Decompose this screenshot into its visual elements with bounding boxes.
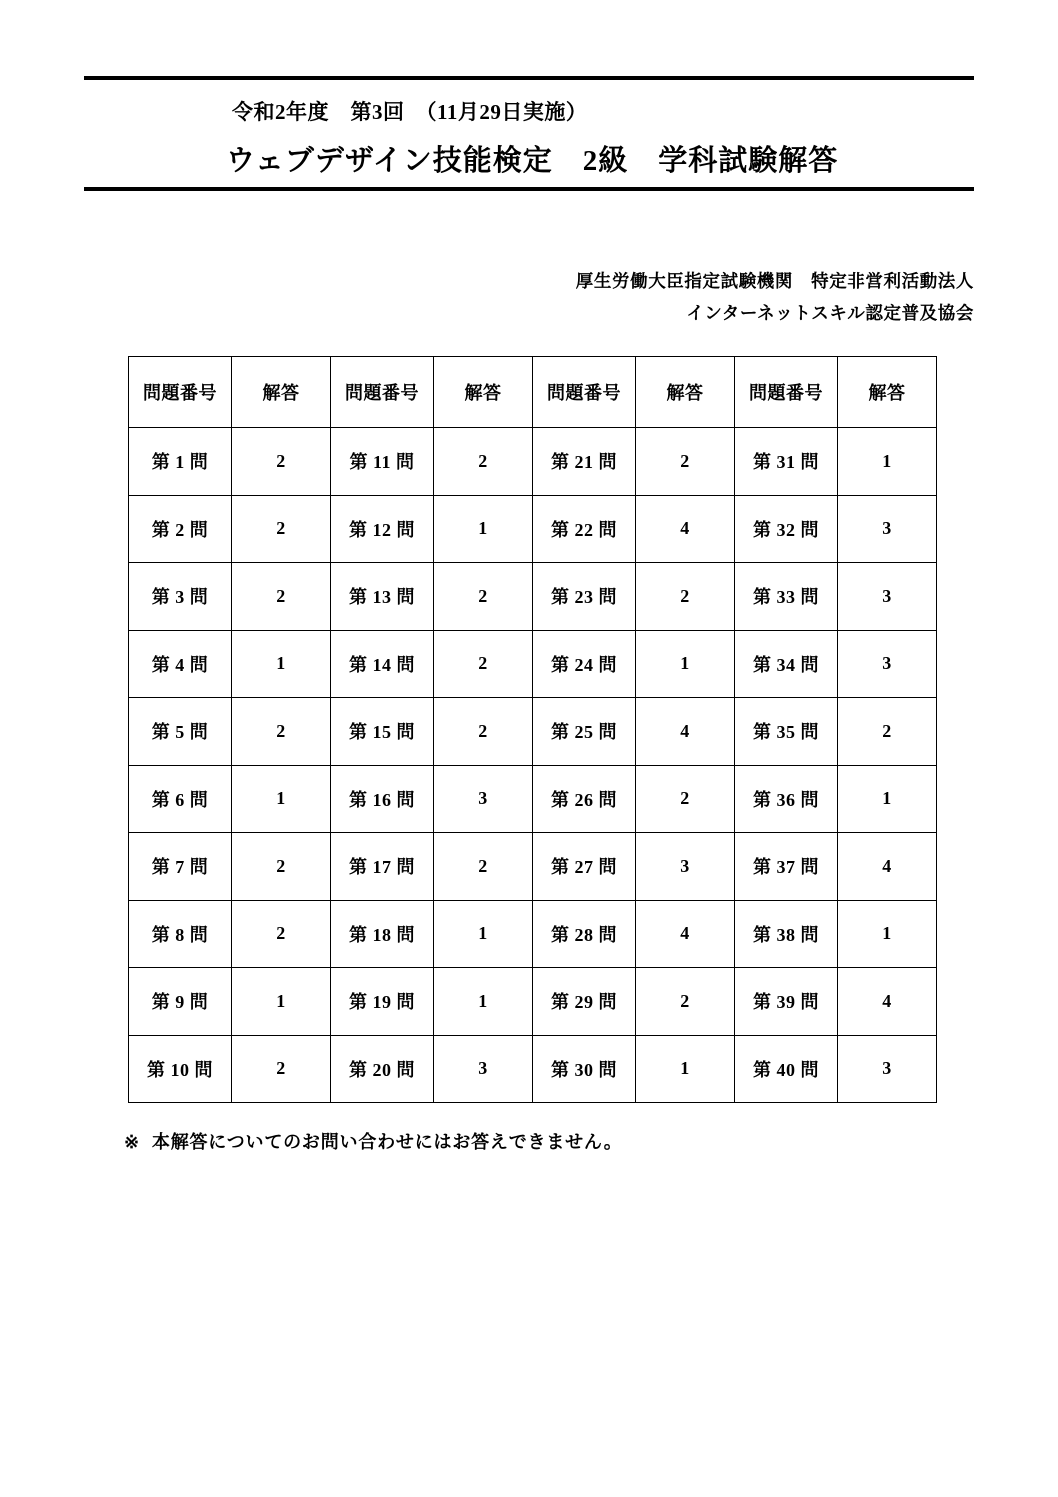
answer-value: 3 (838, 630, 937, 698)
question-label: 第 26 問 (533, 765, 636, 833)
answer-value: 4 (636, 698, 735, 766)
answer-value: 1 (838, 900, 937, 968)
header-rule-top (84, 76, 974, 80)
question-label: 第 11 問 (331, 428, 434, 496)
question-label: 第 29 問 (533, 968, 636, 1036)
answer-value: 3 (838, 495, 937, 563)
answer-value: 2 (434, 698, 533, 766)
column-header-question-4: 問題番号 (735, 357, 838, 428)
question-label: 第 14 問 (331, 630, 434, 698)
table-row (129, 428, 937, 496)
document-subtitle: 令和2年度 第3回 （11月29日実施） (232, 100, 588, 124)
answer-value: 2 (232, 1035, 331, 1103)
question-label: 第 13 問 (331, 563, 434, 631)
answer-value: 2 (232, 428, 331, 496)
question-label: 第 35 問 (735, 698, 838, 766)
answer-value: 2 (636, 765, 735, 833)
answer-value: 1 (434, 900, 533, 968)
answer-value: 4 (636, 495, 735, 563)
answer-value: 2 (232, 495, 331, 563)
answer-value: 1 (838, 428, 937, 496)
question-label: 第 8 問 (129, 900, 232, 968)
answer-value: 2 (636, 968, 735, 1036)
page-title: ウェブデザイン技能検定 2級 学科試験解答 (226, 145, 839, 177)
answer-value: 2 (838, 698, 937, 766)
answer-value: 2 (232, 563, 331, 631)
question-label: 第 30 問 (533, 1035, 636, 1103)
answer-value: 3 (434, 765, 533, 833)
question-label: 第 4 問 (129, 630, 232, 698)
answer-value: 2 (636, 428, 735, 496)
question-label: 第 16 問 (331, 765, 434, 833)
document-header (84, 76, 974, 191)
question-label: 第 10 問 (129, 1035, 232, 1103)
column-header-question-1: 問題番号 (129, 357, 232, 428)
question-label: 第 24 問 (533, 630, 636, 698)
column-header-question-2: 問題番号 (331, 357, 434, 428)
question-label: 第 9 問 (129, 968, 232, 1036)
question-label: 第 39 問 (735, 968, 838, 1036)
answer-value: 2 (232, 698, 331, 766)
answer-table (128, 356, 937, 1103)
answer-value: 2 (232, 833, 331, 901)
note-text: 本解答についてのお問い合わせにはお答えできません。 (151, 1132, 623, 1152)
header-rule-double (84, 187, 974, 191)
question-label: 第 15 問 (331, 698, 434, 766)
question-label: 第 36 問 (735, 765, 838, 833)
issuer-line-2: インターネットスキル認定普及協会 (686, 303, 974, 324)
question-label: 第 23 問 (533, 563, 636, 631)
note-mark-icon: ※ (124, 1132, 140, 1152)
answer-value: 3 (434, 1035, 533, 1103)
answer-value: 3 (838, 1035, 937, 1103)
answer-value: 3 (838, 563, 937, 631)
question-label: 第 28 問 (533, 900, 636, 968)
question-label: 第 19 問 (331, 968, 434, 1036)
answer-value: 2 (434, 428, 533, 496)
question-label: 第 25 問 (533, 698, 636, 766)
question-label: 第 18 問 (331, 900, 434, 968)
question-label: 第 7 問 (129, 833, 232, 901)
question-label: 第 12 問 (331, 495, 434, 563)
issuer-block (576, 265, 974, 330)
question-label: 第 27 問 (533, 833, 636, 901)
question-label: 第 20 問 (331, 1035, 434, 1103)
table-row (129, 563, 937, 631)
column-header-question-3: 問題番号 (533, 357, 636, 428)
answer-value: 1 (232, 630, 331, 698)
answer-value: 1 (232, 968, 331, 1036)
answer-value: 4 (636, 900, 735, 968)
question-label: 第 37 問 (735, 833, 838, 901)
answer-value: 1 (636, 1035, 735, 1103)
question-label: 第 32 問 (735, 495, 838, 563)
table-row (129, 495, 937, 563)
question-label: 第 21 問 (533, 428, 636, 496)
column-header-answer-4: 解答 (838, 357, 937, 428)
issuer-line-1: 厚生労働大臣指定試験機関 特定非営利活動法人 (575, 271, 974, 291)
table-row (129, 833, 937, 901)
answer-value: 4 (838, 833, 937, 901)
question-label: 第 33 問 (735, 563, 838, 631)
answer-value: 2 (232, 900, 331, 968)
answer-value: 2 (434, 630, 533, 698)
question-label: 第 6 問 (129, 765, 232, 833)
table-row (129, 900, 937, 968)
answer-value: 3 (636, 833, 735, 901)
question-label: 第 34 問 (735, 630, 838, 698)
question-label: 第 1 問 (129, 428, 232, 496)
answer-value: 1 (434, 495, 533, 563)
question-label: 第 17 問 (331, 833, 434, 901)
table-row (129, 630, 937, 698)
answer-value: 1 (232, 765, 331, 833)
question-label: 第 40 問 (735, 1035, 838, 1103)
table-header-row (129, 357, 937, 428)
answer-value: 4 (838, 968, 937, 1036)
answer-value: 1 (838, 765, 937, 833)
answer-value: 2 (434, 563, 533, 631)
table-row (129, 698, 937, 766)
table-row (129, 1035, 937, 1103)
column-header-answer-3: 解答 (636, 357, 735, 428)
answer-value: 2 (434, 833, 533, 901)
column-header-answer-2: 解答 (434, 357, 533, 428)
answer-value: 1 (434, 968, 533, 1036)
question-label: 第 31 問 (735, 428, 838, 496)
table-row (129, 968, 937, 1036)
question-label: 第 5 問 (129, 698, 232, 766)
answer-value: 1 (636, 630, 735, 698)
column-header-answer-1: 解答 (232, 357, 331, 428)
question-label: 第 2 問 (129, 495, 232, 563)
question-label: 第 22 問 (533, 495, 636, 563)
table-row (129, 765, 937, 833)
footer-note (124, 1128, 623, 1154)
answer-value: 2 (636, 563, 735, 631)
question-label: 第 3 問 (129, 563, 232, 631)
question-label: 第 38 問 (735, 900, 838, 968)
